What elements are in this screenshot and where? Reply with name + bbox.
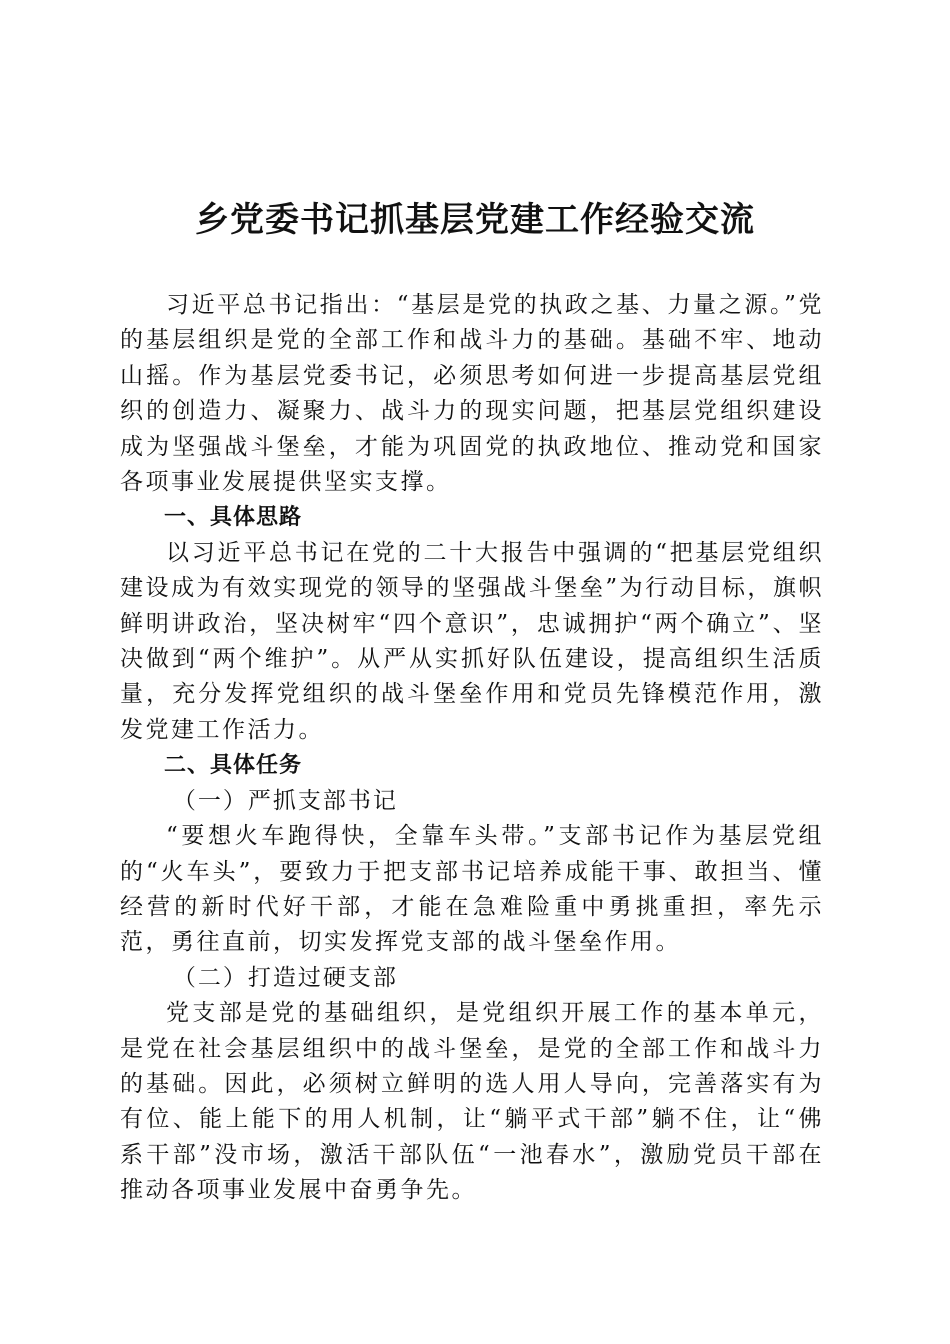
section-1-paragraph: 以习近平总书记在党的二十大报告中强调的“把基层党组织建设成为有效实现党的领导的坚强战斗堡垒”为行动目标，旗帜鲜明讲政治，坚决树牢“四个意识”，忠诚拥护“两个确立”、坚决做到“两个维护”。从严从实抓好队伍建设，提高组织生活质量，充分发挥党组织的战斗堡垒作用和党员先锋模范作用，激发党建工作活力。 — [120, 539, 824, 743]
document-body — [120, 288, 824, 1209]
subsection-heading-2: （二）打造过硬支部 — [172, 964, 398, 991]
subsection-heading-1: （一）严抓支部书记 — [172, 787, 398, 814]
document-title: 乡党委书记抓基层党建工作经验交流 — [195, 200, 755, 240]
subsection-2-paragraph: 党支部是党的基础组织，是党组织开展工作的基本单元，是党在社会基层组织中的战斗堡垒，是党的全部工作和战斗力的基础。因此，必须树立鲜明的选人用人导向，完善落实有为有位、能上能下的用人机制，让“躺平式干部”躺不住，让“佛系干部”没市场，激活干部队伍“一池春水”，激励党员干部在推动各项事业发展中奋勇争先。 — [120, 1000, 824, 1204]
intro-paragraph: 习近平总书记指出：“基层是党的执政之基、力量之源。”党的基层组织是党的全部工作和战斗力的基础。基础不牢、地动山摇。作为基层党委书记，必须思考如何进一步提高基层党组织的创造力、凝聚力、战斗力的现实问题，把基层党组织建设成为坚强战斗堡垒，才能为巩固党的执政地位、推动党和国家各项事业发展提供坚实支撑。 — [120, 292, 824, 496]
subsection-1-paragraph: “要想火车跑得快，全靠车头带。”支部书记作为基层党组的“火车头”，要致力于把支部书记培养成能干事、敢担当、懂经营的新时代好干部，才能在急难险重中勇挑重担，率先示范，勇往直前，切实发挥党支部的战斗堡垒作用。 — [120, 823, 824, 956]
section-heading-1: 一、具体思路 — [164, 505, 303, 531]
section-heading-2: 二、具体任务 — [164, 753, 303, 779]
